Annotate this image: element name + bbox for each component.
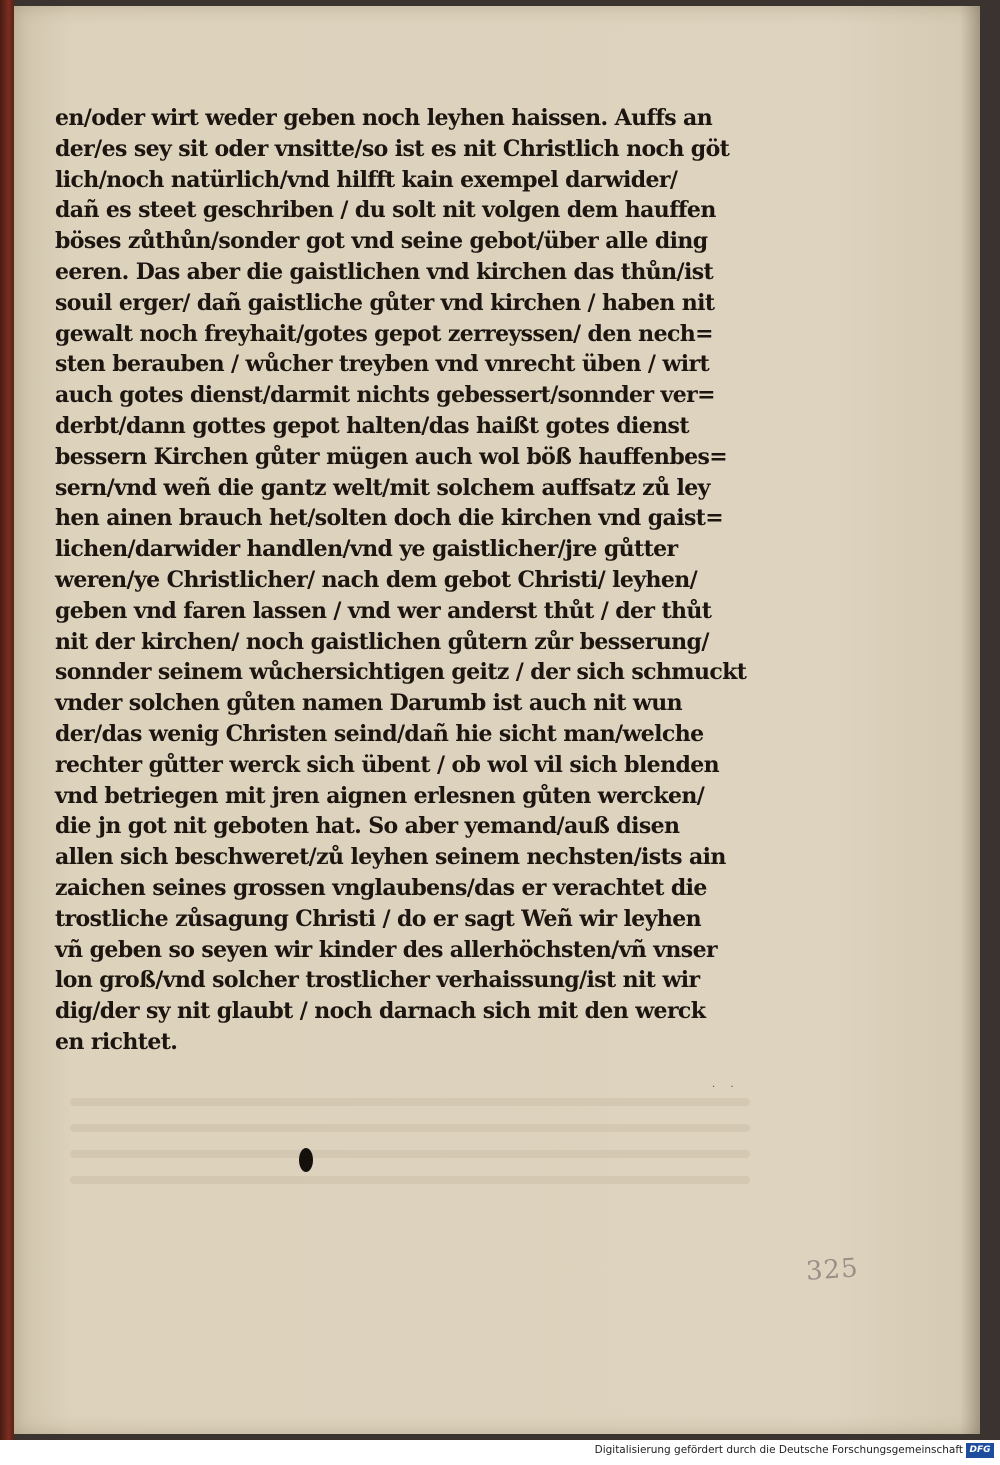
book-binding-edge <box>0 0 14 1440</box>
text-line: hen ainen brauch het/solten doch die kirchen vnd gaist= <box>55 505 724 532</box>
text-line: lichen/darwider handlen/vnd ye gaistlicher/jre gůtter <box>55 536 678 563</box>
ink-blot-mark <box>299 1148 313 1172</box>
text-line: weren/ye Christlicher/ nach dem gebot Christi/ leyhen/ <box>55 566 698 593</box>
text-line: der/das wenig Christen seind/dañ hie sicht man/welche <box>55 720 704 747</box>
text-line: eeren. Das aber die gaistlichen vnd kirchen das thůn/ist <box>55 258 714 285</box>
text-line: böses zůthůn/sonder got vnd seine gebot/über alle ding <box>55 228 708 255</box>
text-line: sten berauben / wůcher treyben vnd vnrecht üben / wirt <box>55 351 710 378</box>
text-line: en richtet. <box>55 1028 178 1055</box>
bleed-through-shadow <box>70 1098 750 1208</box>
dfg-logo: DFG <box>966 1443 994 1458</box>
text-line: dig/der sy nit glaubt / noch darnach sich mit den werck <box>55 998 706 1025</box>
page-edge-shadow <box>960 6 980 1434</box>
text-line: souil erger/ dañ gaistliche gůter vnd kirchen / haben nit <box>55 289 715 316</box>
text-line: vnd betriegen mit jren aignen erlesnen gůten wercken/ <box>55 782 705 809</box>
text-line: lich/noch natürlich/vnd hilfft kain exempel darwider/ <box>55 166 678 193</box>
text-line: auch gotes dienst/darmit nichts gebessert/sonnder ver= <box>55 382 715 409</box>
text-line: der/es sey sit oder vnsitte/so ist es nit Christlich noch göt <box>55 135 730 162</box>
stray-ink-dots: · · <box>712 1082 740 1093</box>
text-line: en/oder wirt weder geben noch leyhen haissen. Auffs an <box>55 105 713 131</box>
text-line: vñ geben so seyen wir kinder des allerhöchsten/vñ vnser <box>55 936 717 963</box>
text-line: zaichen seines grossen vnglaubens/das er verachtet die <box>55 874 707 901</box>
text-line: rechter gůtter werck sich übent / ob wol vil sich blenden <box>55 751 720 778</box>
text-line: nit der kirchen/ noch gaistlichen gůtern zůr besserung/ <box>55 628 709 655</box>
text-line: bessern Kirchen gůter mügen auch wol böß hauffenbes= <box>55 443 728 470</box>
text-line: geben vnd faren lassen / vnd wer anderst thůt / der thůt <box>55 597 712 624</box>
text-line: vnder solchen gůten namen Darumb ist auch nit wun <box>55 690 683 717</box>
text-line: derbt/dann gottes gepot halten/das haißt gotes dienst <box>55 412 689 439</box>
text-line: dañ es steet geschriben / du solt nit volgen dem hauffen <box>55 197 716 224</box>
footer-bar <box>0 1440 1000 1465</box>
text-line: gewalt noch freyhait/gotes gepot zerreyssen/ den nech= <box>55 320 713 347</box>
text-line: allen sich beschweret/zů leyhen seinem nechsten/ists ain <box>55 844 726 871</box>
funding-notice: Digitalisierung gefördert durch die Deutsche Forschungsgemeinschaft <box>594 1444 963 1456</box>
text-line: trostliche zůsagung Christi / do er sagt Weñ wir leyhen <box>55 905 702 932</box>
text-line: sern/vnd weñ die gantz welt/mit solchem auffsatz zů ley <box>55 474 710 501</box>
text-line: sonnder seinem wůchersichtigen geitz / der sich schmuckt <box>55 659 747 686</box>
folio-number: 325 <box>805 1253 860 1287</box>
text-line: lon groß/vnd solcher trostlicher verhaissung/ist nit wir <box>55 967 700 994</box>
text-line: die jn got nit geboten hat. So aber yemand/auß disen <box>55 813 680 840</box>
page-text-block <box>55 103 755 1058</box>
